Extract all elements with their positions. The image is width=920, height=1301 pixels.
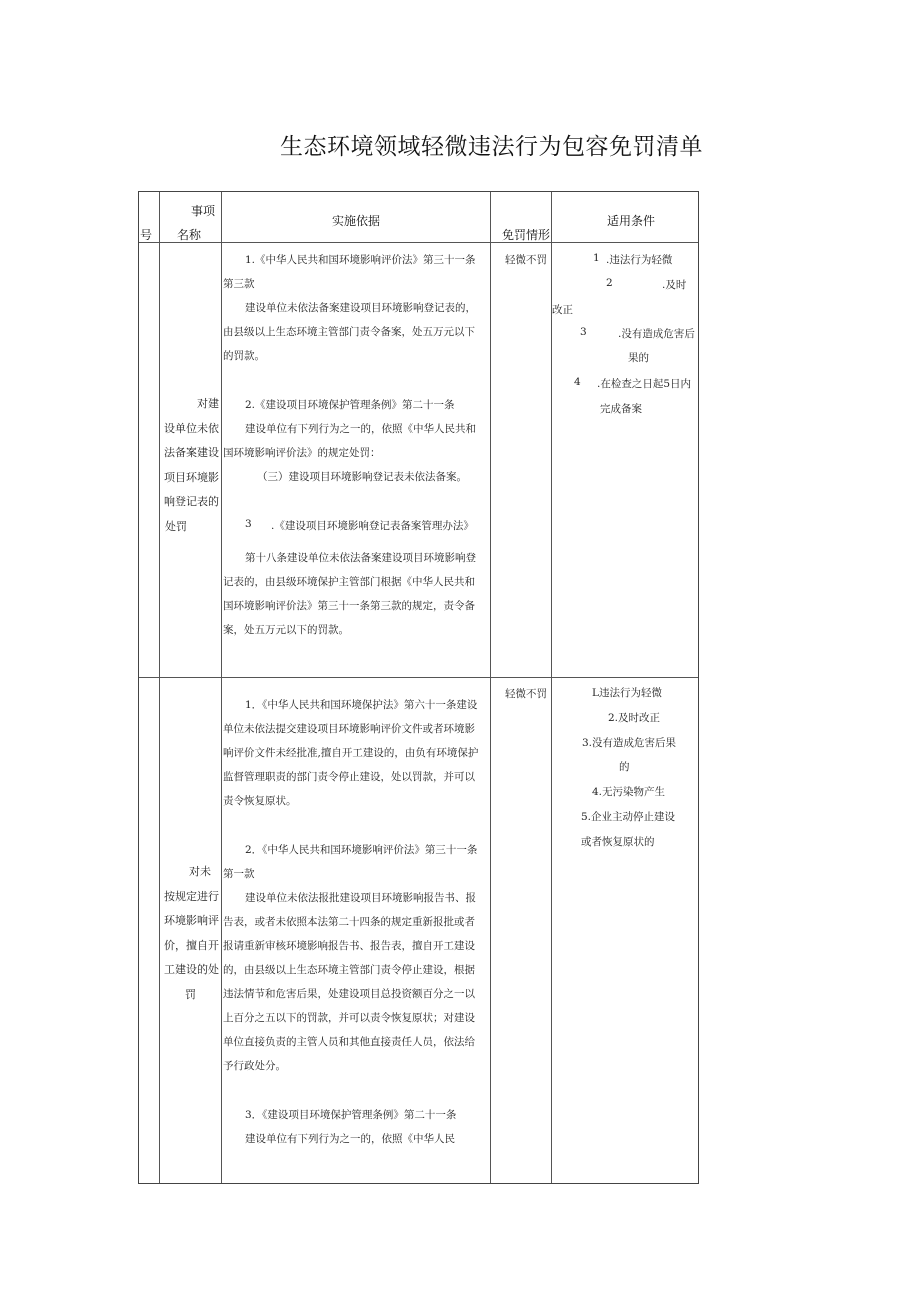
header-exempt: 免罚情形 [502, 228, 551, 242]
basis-line: 记表的，由县级环境保护主管部门根据《中华人民共和 [223, 576, 475, 588]
basis-line: 的，由县级以上生态环境主管部门责令停止建设，根据 [223, 964, 475, 976]
row1-name-line: 设单位未依 [164, 421, 219, 435]
basis-line: （三）建设项目环境影响登记表未依法备案。 [257, 471, 467, 483]
row1-item-name [139, 392, 219, 539]
header-basis: 实施依据 [332, 214, 381, 228]
condition-line: 5.企业主动停止建设 [581, 811, 676, 823]
condition-num: 3 [580, 326, 587, 338]
condition-num: 1 [593, 252, 600, 264]
row2-name-line: 环境影响评 [164, 914, 219, 927]
header-conditions: 适用条件 [607, 214, 656, 228]
condition-line: .没有造成危害后 [618, 328, 695, 340]
condition-line: 3.没有造成危害后果 [582, 737, 677, 749]
condition-num: 4 [574, 376, 581, 388]
row2-name-line: 对未 [189, 865, 211, 878]
condition-line: .及时 [662, 279, 687, 291]
page-title: 生态环境领域轻微违法行为包容免罚清单 [280, 134, 703, 160]
basis-line: 报请重新审核环境影响报告书、报告表，擅自开工建设 [223, 940, 475, 952]
row1-name-line: 处罚 [165, 519, 187, 533]
col-divider [551, 192, 552, 1183]
row2-exempt: 轻微不罚 [505, 688, 547, 700]
row2-item-name [139, 860, 219, 1007]
basis-line: 予行政处分。 [223, 1060, 286, 1072]
condition-line: 果的 [628, 352, 649, 364]
basis-line: 责令恢复原状。 [223, 795, 297, 807]
basis-line: 国环境影响评价法》第三十一条第三款的规定，责令备 [223, 600, 475, 612]
condition-num: 2 [606, 277, 613, 289]
condition-line: 的 [619, 761, 630, 773]
basis-line: 2．《中华人民共和国环境影响评价法》第三十一条 [245, 844, 478, 856]
basis-line: 单位直接负责的主管人员和其他直接责任人员，依法给 [223, 1036, 475, 1048]
row2-name-line: 按规定进行 [164, 889, 219, 903]
header-no: 号 [140, 228, 153, 242]
basis-line: 上百分之五以下的罚款，并可以责令恢复原状；对建设 [223, 1012, 475, 1024]
basis-line: 第一款 [223, 868, 255, 880]
basis-line: 案，处五万元以下的罚款。 [223, 624, 349, 636]
basis-line: 建设单位有下列行为之一的，依照《中华人民共和 [245, 423, 476, 435]
row2-name-line: 工建设的处 [164, 963, 219, 976]
header-item-line1: 事项 [191, 204, 216, 218]
row1-name-line: 响登记表的 [164, 495, 219, 508]
basis-line: 第三款 [223, 278, 255, 290]
condition-line: 4.无污染物产生 [592, 786, 666, 798]
basis-line: 第十八条建设单位未依法备案建设项目环境影响登 [245, 552, 476, 564]
basis-line: 2.《建设项目环境保护管理条例》第二十一条 [245, 399, 455, 411]
row2-name-line: 价，擅自开 [164, 938, 219, 952]
row1-name-line: 法备案建设 [164, 446, 219, 459]
condition-line: 2.及时改正 [608, 712, 661, 724]
condition-line: .违法行为轻微 [606, 254, 673, 266]
col-divider [159, 192, 160, 1183]
condition-line: 改正 [552, 304, 573, 316]
row1-exempt: 轻微不罚 [505, 254, 547, 266]
basis-line: 响评价文件未经批准,擅自开工建设的，由负有环境保护 [223, 747, 479, 759]
basis-line: 建设单位有下列行为之一的，依照《中华人民 [245, 1133, 455, 1145]
basis-line: 国环境影响评价法》的规定处罚： [223, 447, 381, 459]
basis-line: 1.《中华人民共和国环境影响评价法》第三十一条 [245, 254, 476, 266]
basis-line: 违法情节和危害后果，处建设项目总投资额百分之一以 [223, 988, 475, 1000]
penalty-exemption-table [138, 191, 699, 1184]
basis-line: 的罚款。 [223, 350, 265, 362]
basis-line: 单位未依法提交建设项目环境影响评价文件或者环境影 [223, 723, 475, 735]
condition-line: 完成备案 [600, 403, 642, 415]
basis-line: 由县级以上生态环境主管部门责令备案，处五万元以下 [223, 326, 475, 338]
condition-line: L违法行为轻微 [592, 687, 662, 699]
row-divider [139, 242, 698, 243]
col-divider [221, 192, 222, 1183]
row1-name-line: 项目环境影 [164, 470, 219, 484]
basis-line: 3．《建设项目环境保护管理条例》第二十一条 [245, 1109, 457, 1121]
basis-line: 告表，或者未依照本法第二十四条的规定重新报批或者 [223, 916, 475, 928]
basis-line: .《建设项目环境影响登记表备案管理办法》 [271, 520, 474, 532]
condition-line: .在检查之日起5日内 [597, 378, 692, 390]
basis-line: 建设单位未依法报批建设项目环境影响报告书、报 [245, 892, 476, 904]
row1-name-line: 对建 [197, 397, 219, 410]
row2-name-line: 罚 [185, 987, 196, 1001]
condition-line: 或者恢复原状的 [581, 836, 655, 848]
basis-line: 监督管理职责的部门责令停止建设，处以罚款，并可以 [223, 771, 475, 783]
basis-line: 建设单位未依法备案建设项目环境影响登记表的， [245, 302, 476, 314]
basis-line-num: 3 [245, 518, 252, 530]
basis-line: 1．《中华人民共和国环境保护法》第六十一条建设 [245, 699, 478, 711]
row-divider [139, 677, 698, 678]
header-item-line2: 名称 [177, 228, 202, 242]
col-divider [490, 192, 491, 1183]
